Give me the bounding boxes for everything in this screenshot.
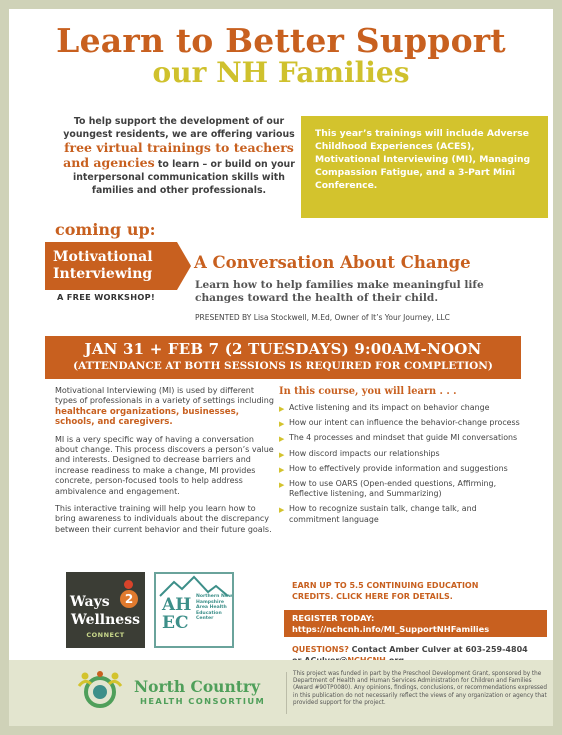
funding-disclaimer: This project was funded in part by the Preschool Development Grant, sponsored by the Department of Health and Human Services Administration for Children and Families (Award #90TP0080). Any opinions, findings, conclusions, or recommendations expressed in this publication do not necessarily reflect the views of any organization or agency that provided support for the project. — [293, 671, 547, 706]
questions-label: QUESTIONS? — [292, 645, 349, 654]
date-line: JAN 31 + FEB 7 (2 TUESDAYS) 9:00AM-NOON — [84, 340, 482, 358]
trainings-box — [301, 116, 548, 218]
triangle-bullet-icon: ▶ — [279, 506, 285, 515]
credits-link[interactable] — [292, 581, 522, 602]
credits-line1: EARN UP TO 5.5 CONTINUING EDUCATION — [292, 581, 479, 590]
date-bar — [45, 336, 521, 379]
coming-up-label: coming up: — [55, 220, 156, 239]
w2w-word2: Wellness — [71, 612, 140, 628]
list-item: ▶ How to use OARS (Open-ended questions, Affirming, Reflective listening, and Summarizing) — [279, 479, 497, 499]
intro-text — [59, 115, 299, 197]
description-p1-text: Motivational Interviewing (MI) is used by different types of professionals in a variety of settings including — [55, 386, 274, 406]
triangle-bullet-icon: ▶ — [279, 435, 285, 444]
learn-list — [279, 403, 524, 525]
list-item: ▶ The 4 processes and mindset that guide MI conversations — [279, 433, 518, 444]
description-p1-highlight: healthcare organizations, businesses, schools, and caregivers. — [55, 406, 239, 428]
register-box[interactable] — [284, 610, 547, 637]
mi-banner-line1: Motivational — [53, 249, 153, 265]
intro-part2: to learn – or build on your interpersonal communication skills with families and other professionals. — [73, 159, 295, 196]
ahec-subtitle: Northern New Hampshire Area Health Education Center — [196, 594, 233, 622]
list-item: ▶ How our intent can influence the behavior-change process — [279, 418, 520, 429]
w2w-number: 2 — [120, 590, 138, 608]
ahec-logo — [154, 572, 234, 648]
free-workshop-label: A FREE WORKSHOP! — [57, 292, 156, 302]
mi-banner-line2: Interviewing — [53, 266, 153, 282]
w2w-word1: Ways — [70, 594, 110, 610]
description-column — [55, 386, 275, 542]
list-item: ▶ Active listening and its impact on behavior change — [279, 403, 490, 413]
triangle-bullet-icon: ▶ — [279, 450, 285, 459]
credits-line2: CREDITS. CLICK HERE FOR DETAILS. — [292, 591, 453, 601]
nchc-subname: HEALTH CONSORTIUM — [140, 696, 266, 706]
workshop-subtitle: Learn how to help families make meaningful life changes toward the health of their child. — [195, 279, 484, 304]
attendance-note: (ATTENDANCE AT BOTH SESSIONS IS REQUIRED FOR COMPLETION) — [73, 360, 493, 372]
flyer — [9, 9, 553, 726]
register-label: REGISTER TODAY: — [292, 613, 375, 623]
list-item: ▶ How discord impacts our relationships — [279, 448, 440, 459]
footer — [9, 660, 553, 726]
ahec-letters: AH EC — [162, 595, 192, 633]
learn-column — [279, 386, 524, 530]
intro-part1: To help support the development of our youngest residents, we are offering various — [63, 116, 295, 140]
register-url[interactable]: https://nchcnh.info/MI_SupportNHFamilies — [292, 624, 490, 634]
intro-highlight: free virtual trainings to teachers and agencies — [63, 140, 294, 170]
description-p3: This interactive training will help you learn how to bring awareness to individuals about the discrepancy between their current behavior and their future goals. — [55, 504, 272, 534]
apple-icon — [124, 580, 133, 589]
list-item: ▶ How to recognize sustain talk, change talk, and commitment language — [279, 504, 477, 524]
list-item: ▶ How to effectively provide information and suggestions — [279, 463, 508, 474]
triangle-bullet-icon: ▶ — [279, 420, 285, 429]
nchc-people-icon — [73, 670, 127, 714]
triangle-bullet-icon: ▶ — [279, 481, 285, 490]
triangle-bullet-icon: ▶ — [279, 465, 285, 474]
description-p2: MI is a very specific way of having a conversation about change. This process discovers a person’s value and interests. Designed to decrease barriers and increase readiness to make a change, MI provides concrete, person-focused tools to help address ambivalence and engagement. — [55, 434, 274, 496]
mi-banner — [45, 242, 177, 290]
title-line1: Learn to Better Support — [56, 21, 506, 60]
questions-contact-text: Contact Amber Culver at 603-259-4804 — [351, 645, 528, 654]
presenter-line: PRESENTED BY Lisa Stockwell, M.Ed, Owner of It’s Your Journey, LLC — [195, 313, 450, 322]
title-line2: our NH Families — [152, 56, 410, 89]
triangle-bullet-icon: ▶ — [279, 405, 285, 413]
nchc-name: North Country — [134, 677, 261, 696]
footer-divider — [286, 672, 287, 714]
workshop-title: A Conversation About Change — [194, 253, 471, 272]
learn-heading: In this course, you will learn . . . — [279, 386, 457, 397]
ways2wellness-logo — [66, 572, 145, 648]
trainings-text: This year’s trainings will include Adverse Childhood Experiences (ACES), Motivational Interviewing (MI), Managing Compassion Fatigue, and a 3-Part Mini Conference. — [315, 128, 531, 191]
w2w-tag: CONNECT — [86, 631, 125, 639]
description-p1 — [55, 386, 275, 428]
